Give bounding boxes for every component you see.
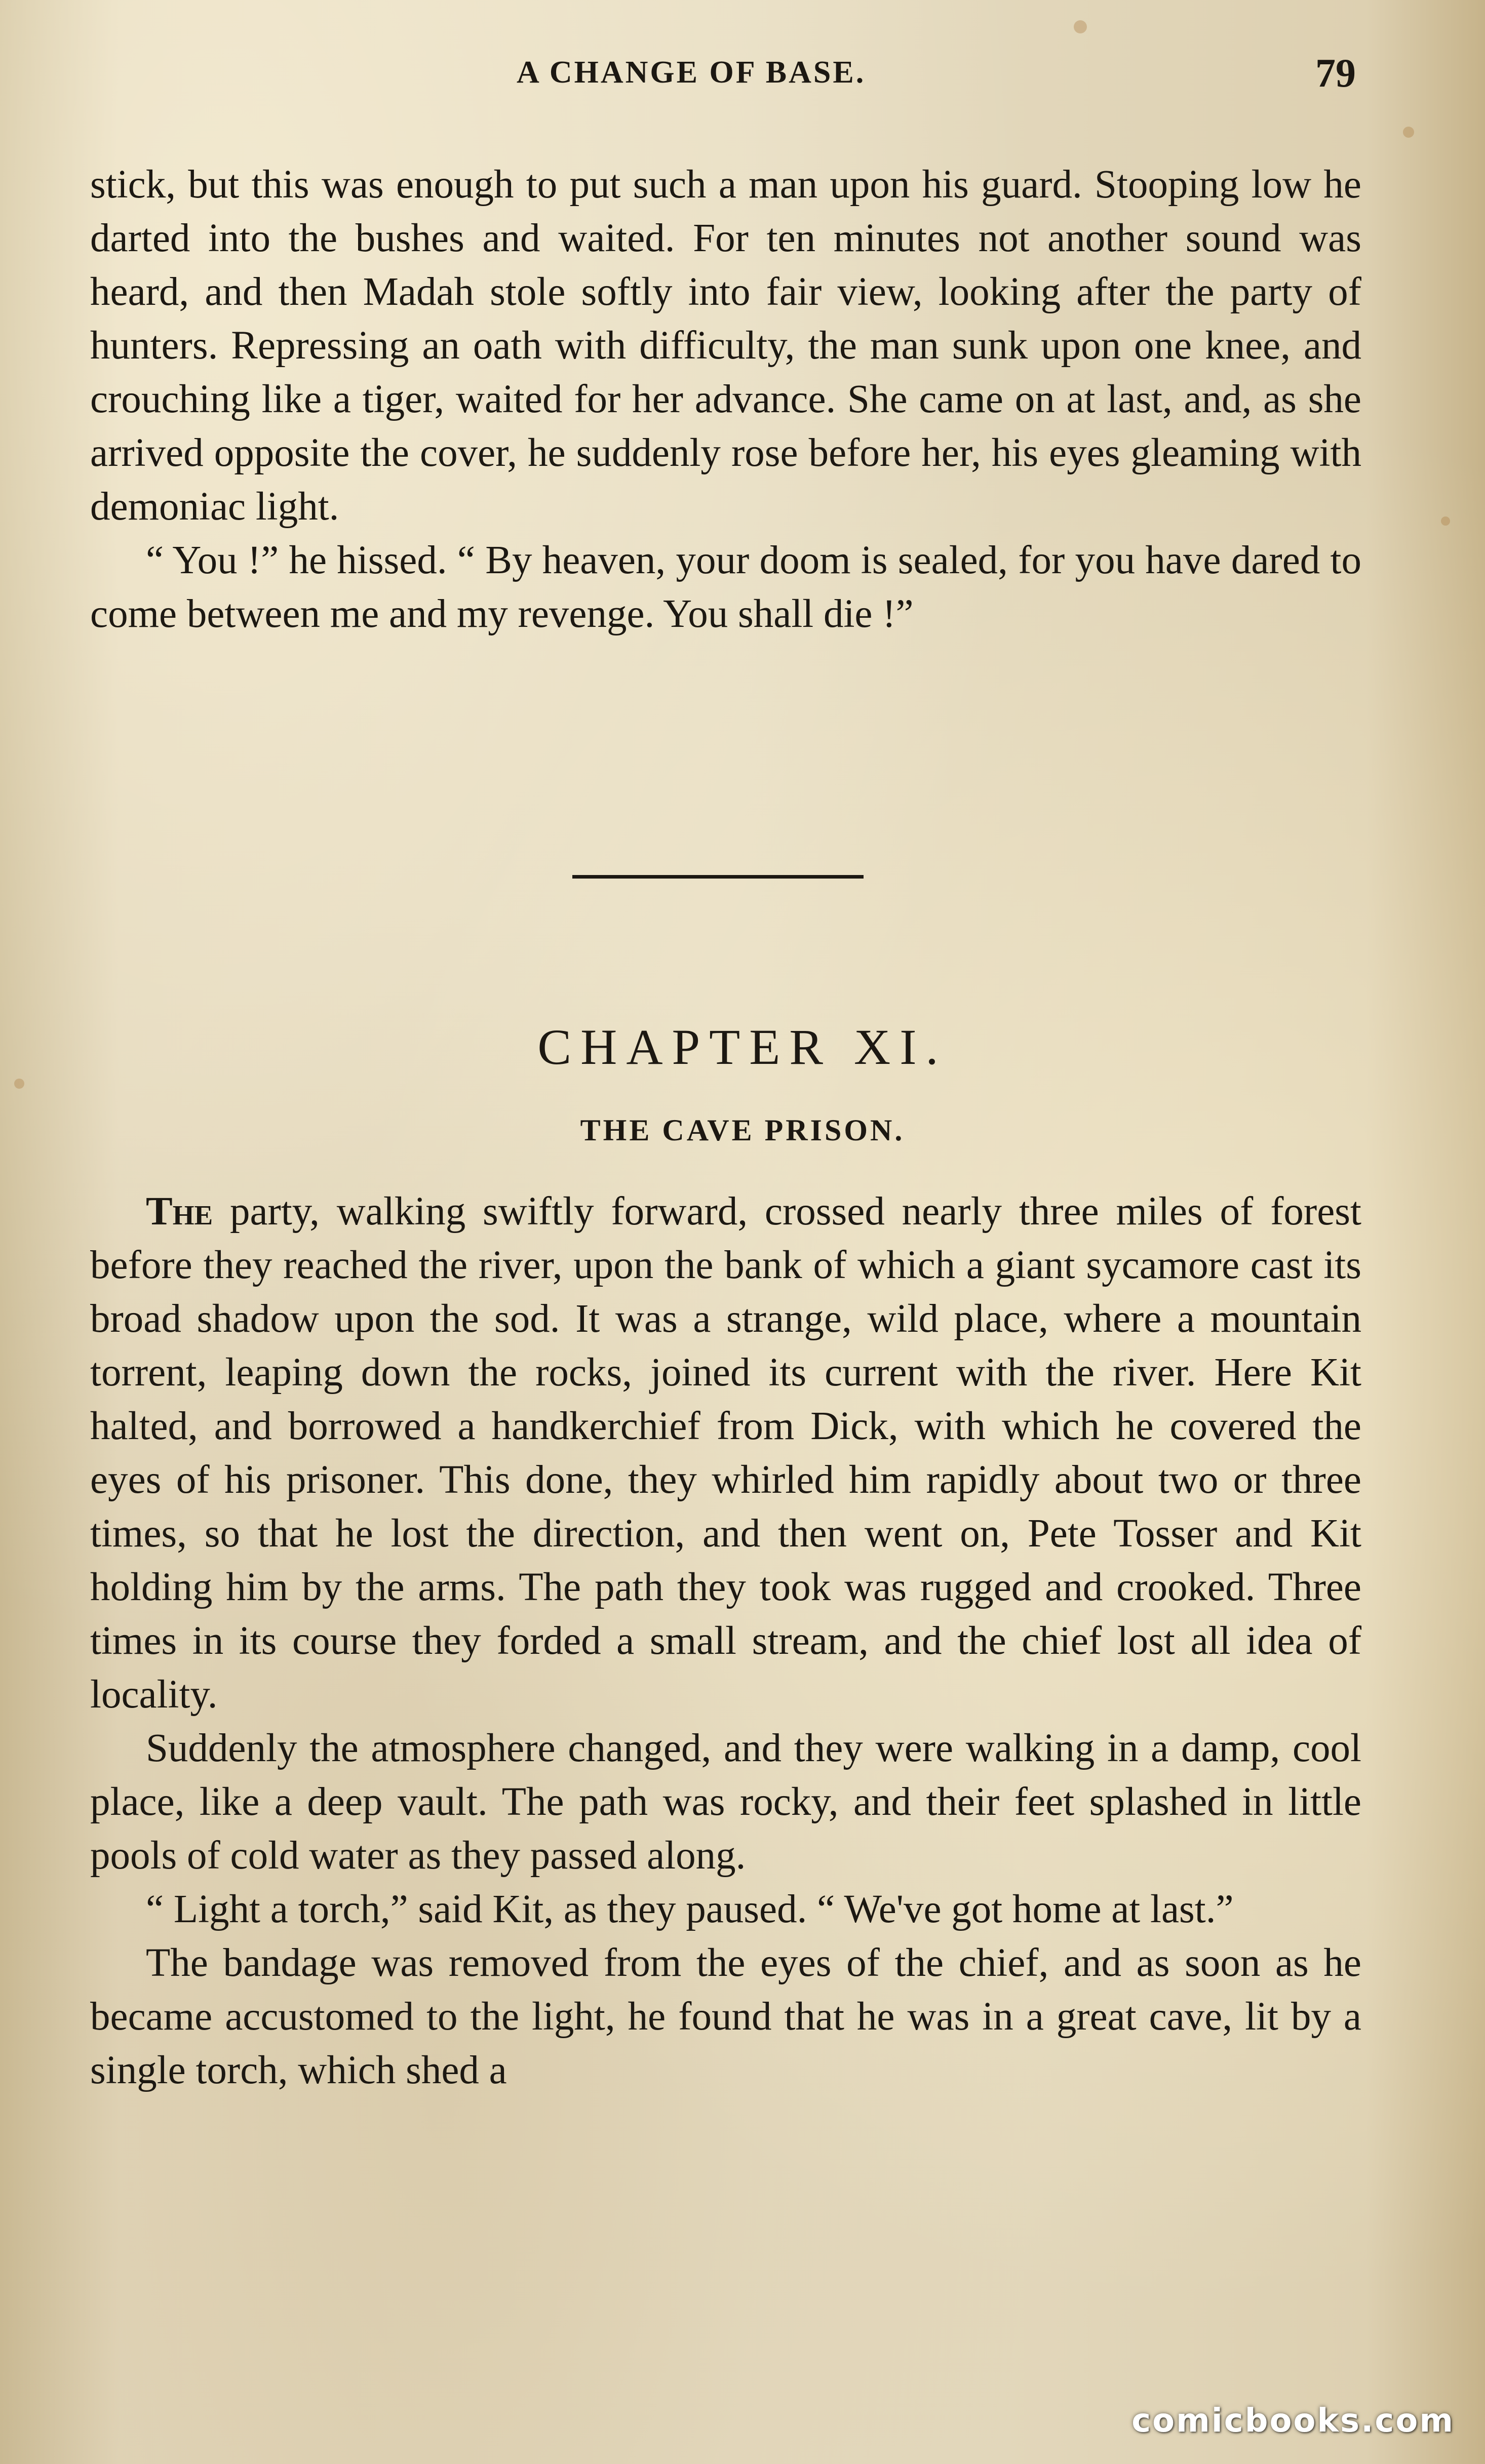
continued-text: [90, 158, 1361, 641]
paragraph-text: party, walking swiftly forward, crossed nearly three miles of forest before they reached the river, upon the bank of which a giant sycamore cast its broad shadow upon the sod. It was a strange, wild place, where a mountain torrent, leaping down the rocks, joined its current with the river. Here Kit halted, and borrowed a handkerchief from Dick, with which he covered the eyes of his prisoner. This done, they whirled him rapidly about two or three times, so that he lost the direction, and then went on, Pete Tosser and Kit holding him by the arms. The path they took was rugged and crooked. Three times in its course they forded a small stream, and the chief lost all idea of locality.: [90, 1189, 1361, 1717]
foxing-spot: [1403, 127, 1414, 138]
opening-word: The: [146, 1189, 213, 1234]
chapter-heading: CHAPTER XI.: [537, 1019, 948, 1075]
paragraph: Suddenly the atmosphere changed, and they were walking in a damp, cool place, like a deep vault. The path was rocky, and their feet splashed in little pools of cold water as they passed along.: [90, 1726, 1361, 1878]
paragraph: stick, but this was enough to put such a man upon his guard. Stooping low he darted into the bushes and waited. For ten minutes not another sound was heard, and then Madah stole softly into fair view, looking after the party of hunters. Repressing an oath with difficulty, the man sunk upon one knee, and crouching like a tiger, waited for her advance. She came on at last, and, as she arrived opposite the cover, he suddenly rose before her, his eyes gleaming with demoniac light.: [90, 163, 1361, 529]
paragraph: The bandage was removed from the eyes of the chief, and as soon as he became accustomed to the light, he found that he was in a great cave, lit by a single torch, which shed a: [90, 1941, 1361, 2092]
foxing-spot: [1074, 20, 1087, 33]
running-title: A CHANGE OF BASE.: [517, 55, 866, 90]
page-number: 79: [1315, 51, 1356, 96]
chapter-text: [90, 1185, 1361, 2097]
running-head: [0, 51, 1485, 100]
watermark: comicbooks.com: [1131, 2402, 1455, 2440]
chapter-subtitle: THE CAVE PRISON.: [580, 1114, 905, 1147]
foxing-spot: [14, 1079, 24, 1089]
paragraph: [90, 1185, 1361, 1722]
section-divider: [572, 875, 864, 879]
paragraph: “ You !” he hissed. “ By heaven, your doom is sealed, for you have dared to come between me and my revenge. You shall die !”: [90, 538, 1361, 636]
paragraph: “ Light a torch,” said Kit, as they paused. “ We've got home at last.”: [146, 1887, 1234, 1931]
foxing-spot: [1441, 516, 1450, 526]
